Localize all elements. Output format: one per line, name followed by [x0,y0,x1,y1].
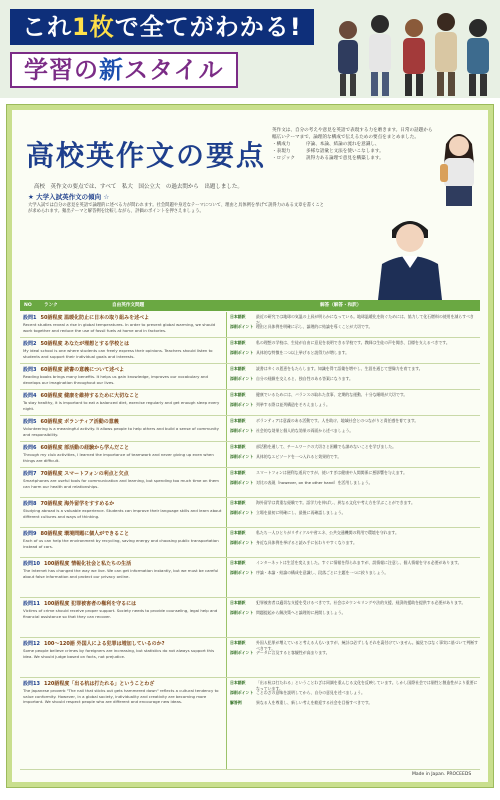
answer-label: 添削ポイント [230,540,254,545]
question-title [23,392,223,399]
answer-text: インターネットは生活を変えました。すぐに情報を得られますが、誤情報に注意し、個人情報を守る必要があります。 [256,560,462,565]
question-title-text: 100語程度 犯罪被害者の権利を守るには [43,601,137,607]
banner-line2-part1: 学習の [24,56,99,84]
question-number: 設問2 [23,341,37,347]
answer-text: 異なる人を尊重し、新しい考えを歓迎する社会を目指すべきです。 [256,700,373,705]
answer-label: 日本語訳 [230,640,246,645]
answer-label: 日本語訳 [230,444,246,449]
question-title-text: 50語程度 温暖化防止に日本の取り組みを述べよ [40,315,150,321]
table-row [20,442,480,468]
answer-line [230,690,478,696]
answer-label: 添削ポイント [230,480,254,485]
banner-line1-highlight: 1枚 [72,13,115,41]
question-title [23,640,223,647]
answer-line [230,540,478,546]
section-title: ★ 大学入試英作文の傾向 ☆ [28,193,110,201]
question-title-text: 120語程度「出る杭は打たれる」ということわざ [43,681,155,687]
student-girl-illustration [432,124,486,212]
answer-line [230,610,478,616]
answer-text: 部活動を通して、チームワークの大切さと困難でも諦めないことを学びました。 [256,444,396,449]
question-title [23,444,223,451]
question-title [23,340,223,347]
answer-text: 最近の研究では地球の気温の上昇が明らかになっている。地球温暖化を防ぐためには、協力して化石燃料の使用を減らすべきだ。 [256,314,474,325]
question-sample-answer: Recent studies reveal a rise in global temperatures. In order to prevent global warming, we should work together and reduce the use of fossil fuels at home and in factories. [23,322,216,333]
top-banner [0,0,500,98]
answer-label: 添削ポイント [230,570,254,575]
poster-frame [6,104,494,788]
answer-text: 具体的な特徴を二つ以上挙げると説得力が増します。 [256,350,350,355]
answer-label: 日本語訳 [230,500,246,505]
answer-label: 添削ポイント [230,350,254,355]
question-sample-answer: Victims of crime should receive proper support. Society needs to provide counseling, legal help and financial assistance so that they can recover. [23,608,218,619]
intro-lead: 英作文は、自分の考えや意見を英語で表現する力を磨きます。日常の話題から幅広いテーマまで、論理的な構成で伝えるための要点をまとめました。 [272,128,433,140]
answer-line [230,650,478,656]
student-figure-2 [369,15,391,96]
answer-label: 日本語訳 [230,560,246,565]
banner-line1-part1: これ [22,13,72,41]
banner-line1-part2: で全てがわかる! [114,13,302,41]
table-row [20,364,480,390]
question-title-text: 50語程度 あなたが理想とする学校とは [40,341,130,347]
question-number: 設問8 [23,501,37,507]
section-body: 大学入試では自分の意見を英語で論理的に述べる力が問われます。社会問題や身近なテーマについて、理由と具体例を挙げて説得力のある文章を書くことが求められます。頻出テーマと解答例を比較しながら、評価のポイントを押さえましょう。 [28,203,324,215]
answer-line [230,376,478,382]
question-number: 設問13 [23,681,40,687]
answer-line [230,418,478,424]
answer-label: 日本語訳 [230,530,246,535]
question-title [23,600,223,607]
question-sample-answer: My ideal school is one where students can freely express their opinions. Teachers should listen to students and support their individual goals and interests. [23,348,213,359]
answer-line [230,470,478,476]
student-boy-illustration [364,208,456,300]
answer-label: 日本語訳 [230,418,246,423]
question-title-text: 60語程度 健康を維持するために大切なこと [40,393,140,399]
question-sample-answer: The Japanese proverb "The nail that sticks out gets hammered down" reflects a cultural tendency to value conformity. However, in a global society, individuality and creativity are becoming more important. We should respect people who are different and encourage new ideas. [23,688,219,705]
answer-text: 対比の表現（however, on the other hand）を活用しましょう。 [256,480,373,485]
question-number: 設問11 [23,601,40,607]
poster-content [12,110,488,782]
question-number: 設問6 [23,445,37,451]
answer-line [230,324,478,330]
question-title [23,418,223,425]
question-title-text: 60語程度 部活動の経験から学んだこと [40,445,130,451]
table-row [20,416,480,442]
answer-line [230,340,478,346]
question-title-text: 100語程度 情報化社会と私たちの生活 [43,561,132,567]
table-row [20,468,480,498]
answer-text: 外国人犯罪が増えていると考える人もいますが、統計は必ずしもそれを裏付けていません。偏見ではなく事実に基づいて判断すべきです。 [256,640,478,651]
table-row [20,558,480,598]
intro-value: 多様な語彙と文法を使いこなします。 [306,148,384,154]
answer-text: 私の理想の学校は、生徒が自由に意見を表明できる学校です。教師は生徒の声を聞き、目標を支えるべきです。 [256,340,450,345]
answer-label: 日本語訳 [230,314,246,319]
answer-text: 自分の経験を交えると、独自性のある答案になります。 [256,376,353,381]
answer-label: 添削ポイント [230,510,254,515]
answer-line [230,500,478,506]
answer-text: 列挙する際は並列構造をそろえましょう。 [256,402,330,407]
table-row [20,390,480,416]
intro-box [272,128,434,162]
question-title-text: 80語程度 環境問題に個人ができること [40,531,130,537]
question-title [23,680,223,687]
answer-text: データに言及すると客観性が高まります。 [256,650,330,655]
intro-row [272,156,434,163]
table-row [20,528,480,558]
answer-line [230,428,478,434]
intro-key: ・構成力 [272,141,291,147]
answer-label: 日本語訳 [230,366,246,371]
answer-line [230,350,478,356]
table-header-question: 自由英作文問題 [112,303,145,308]
answer-line [230,530,478,536]
footer-credit: Made in Japan. PROCEEDS [412,772,472,777]
table-header-rank: ランク [44,303,58,308]
intro-value: 序論、本論、結論の流れを意識し、 [306,141,380,147]
student-figure-4 [435,13,457,96]
answer-line [230,402,478,408]
answer-text: ボランティアは意義のある活動です。人を助け、地域社会とのつながりと責任感を育てます。 [256,418,419,423]
question-number: 設問4 [23,393,37,399]
banner-line2-highlight: 新 [99,56,124,84]
question-number: 設問12 [23,641,40,647]
question-number: 設問1 [23,315,37,321]
intro-row [272,149,434,156]
question-title [23,470,223,477]
question-number: 設問5 [23,419,37,425]
question-table [20,312,480,770]
answer-text: ことわざの意味を説明してから、自分の意見を述べましょう。 [256,690,365,695]
answer-label: 添削ポイント [230,324,254,329]
question-title [23,366,223,373]
question-sample-answer: The Internet has changed the way we live. We can get information instantly, but we must be careful about false information and protect our privacy online. [23,568,219,579]
answer-label: 添削ポイント [230,428,254,433]
intro-key: ・ロジック [272,155,295,161]
answer-line [230,392,478,398]
question-title-text: 70語程度 海外留学をすすめるか [40,501,115,507]
answer-label: 日本語訳 [230,470,246,475]
answer-line [230,600,478,606]
students-illustration [328,4,496,96]
student-figure-3 [403,19,425,96]
question-title-text: 70語程度 スマートフォンの利点と欠点 [40,471,129,477]
answer-text: 健康でいるためには、バランスの取れた食事、定期的な運動、十分な睡眠が大切です。 [256,392,408,397]
table-header [20,300,480,311]
intro-row [272,142,434,149]
question-number: 設問3 [23,367,37,373]
answer-label: 日本語訳 [230,392,246,397]
answer-line [230,560,478,566]
answer-label: 添削ポイント [230,610,254,615]
question-title-text: 60語程度 ボランティア活動の意義 [40,419,119,425]
table-header-answer: 解答（解答・和訳） [320,303,362,308]
answer-label: 添削ポイント [230,454,254,459]
answer-text: 理由と具体例を明確に示し、論理的に結論を導くことが大切です。 [256,324,373,329]
question-number: 設問7 [23,471,37,477]
table-row [20,338,480,364]
intro-key: ・表現力 [272,148,291,154]
answer-label: 添削ポイント [230,376,254,381]
table-row [20,598,480,638]
question-sample-answer: Each of us can help the environment by recycling, saving energy and choosing public transportation instead of cars. [23,538,219,549]
answer-label: 添削ポイント [230,402,254,407]
question-title-text: 100～120語 外国人による犯罪は増加しているのか? [43,641,165,647]
answer-text: 身近な具体例を挙げると読み手に伝わりやすくなります。 [256,540,357,545]
table-row [20,678,480,770]
answer-label: 日本語訳 [230,600,246,605]
answer-line [230,700,478,706]
answer-label: 添削ポイント [230,690,254,695]
question-number: 設問9 [23,531,37,537]
answer-label: 日本語訳 [230,680,246,685]
answer-line [230,510,478,516]
question-title [23,500,223,507]
question-sample-answer: Reading books brings many benefits. It helps us gain knowledge, improves our vocabulary and develops our imagination throughout our lives. [23,374,208,385]
table-header-no: NO [24,303,32,308]
answer-text: 問題提起から解決策へと論理的に展開しましょう。 [256,610,346,615]
answer-text: 社会的な効果と個人的な効果の両面から述べましょう。 [256,428,354,433]
banner-headline-line2 [10,52,238,88]
answer-text: 読書は多くの恩恵をもたらします。知識を得て語彙を増やし、生涯を通じて想像力を育てます。 [256,366,423,371]
answer-text: 海外留学は貴重な経験です。語学力を伸ばし、異なる文化や考え方を学ぶことができます。 [256,500,415,505]
answer-text: 序論・本論・結論の構成を意識し、段落ごとに主題を一つに絞りましょう。 [256,570,389,575]
answer-line [230,444,478,450]
question-sample-answer: Studying abroad is a valuable experience. Students can improve their language skills and learn about different cultures and ways of thinking. [23,508,222,519]
table-row [20,638,480,678]
answer-text: 私たち一人ひとりがリサイクルや省エネ、公共交通機関の利用で環境を守れます。 [256,530,399,535]
answer-text: 「出る杭は打たれる」ということわざは同調を重んじる文化を反映しています。しかし国際社会では個性と創造性がより重要になっています。 [256,680,478,691]
answer-text: 立場を最初に明確にし、最後に再確認しましょう。 [256,510,346,515]
answer-label: 日本語訳 [230,340,246,345]
question-title-text: 60語程度 読書の意義について述べよ [40,367,125,373]
question-sample-answer: Through my club activities, I learned the importance of teamwork and never giving up even when things are difficult. [23,452,214,463]
poster-title: 高校英作文の要点 [26,139,267,172]
answer-text: 犯罪被害者は適切な支援を受けるべきです。社会はカウンセリングや法的支援、経済的援助を提供する必要があります。 [256,600,466,605]
question-sample-answer: To stay healthy, it is important to eat a balanced diet, exercise regularly and get enough sleep every night. [23,400,220,411]
answer-label: 解答例 [230,700,242,705]
answer-line [230,454,478,460]
question-number: 設問10 [23,561,40,567]
answer-text: 具体的なエピソードを一つ入れると効果的です。 [256,454,342,459]
answer-label: 添削ポイント [230,650,254,655]
question-title [23,530,223,537]
answer-line [230,366,478,372]
question-sample-answer: Smartphones are useful tools for communication and learning, but spending too much time on them can harm our health and relationships. [23,478,219,489]
answer-line [230,480,478,486]
intro-value: 説得力ある論理で意見を構築します。 [306,155,384,161]
question-sample-answer: Some people believe crimes by foreigners are increasing, but statistics do not always support this idea. We should judge based on facts, not prejudice. [23,648,215,659]
table-row [20,498,480,528]
student-figure-5 [467,19,489,96]
answer-text: スマートフォンは便利な道具ですが、使いすぎは健康や人間関係に悪影響を与えます。 [256,470,408,475]
question-sample-answer: Volunteering is a meaningful activity. It allows people to help others and build a sense of community and responsibility. [23,426,219,437]
question-title [23,314,223,321]
banner-headline-line1 [10,9,314,45]
poster-subtitle: 高校 英作文の要点では、すべて 私大 国公立大 の過去問から 出題しました。 [34,184,243,190]
question-title [23,560,223,567]
table-row [20,312,480,338]
answer-line [230,570,478,576]
banner-line2-part2: スタイル [124,56,224,84]
student-figure-1 [338,21,358,96]
